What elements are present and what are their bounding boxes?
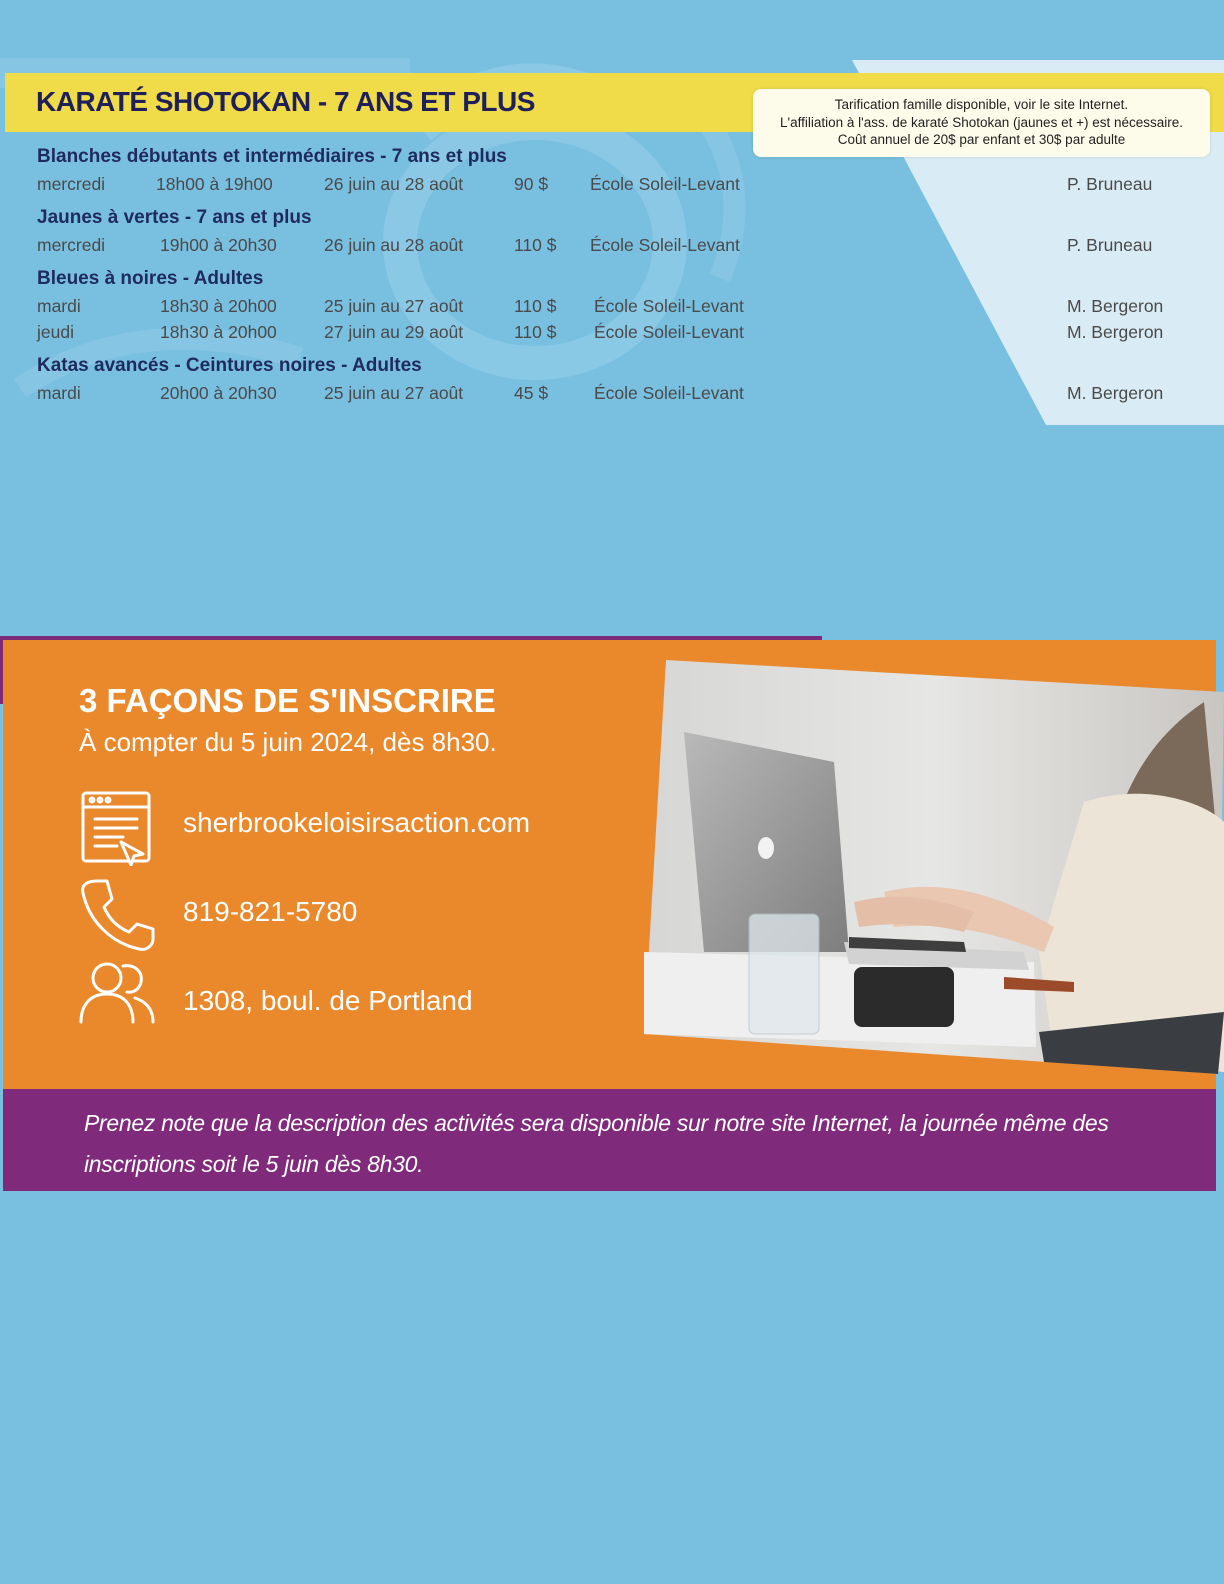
schedule-row: [0, 296, 1224, 322]
web-form-icon: [79, 790, 155, 866]
row-dates: 26 juin au 28 août: [324, 174, 464, 194]
notice-line-3: Coût annuel de 20$ par enfant et 30$ par adulte: [837, 132, 1126, 147]
schedule-row: [0, 383, 1224, 409]
phone-number: 819-821-5780: [183, 896, 358, 927]
schedule-row: [0, 235, 1224, 261]
row-day: jeudi: [37, 322, 74, 342]
row-time: 19h00 à 20h30: [160, 235, 277, 255]
row-price: 90 $: [514, 174, 549, 194]
group-heading: Blanches débutants et intermédiaires - 7 ans et plus: [37, 146, 507, 167]
row-dates: 25 juin au 27 août: [324, 296, 464, 316]
group-heading: Bleues à noires - Adultes: [37, 268, 264, 289]
footer-note: Prenez note que la description des activités sera disponible sur notre site Internet, la journée même des inscriptions soit le 5 juin dès 8h30.: [84, 1110, 1109, 1177]
row-place: École Soleil-Levant: [594, 296, 744, 316]
website-link[interactable]: sherbrookeloisirsaction.com: [183, 807, 531, 838]
row-place: École Soleil-Levant: [594, 383, 744, 403]
row-time: 18h00 à 19h00: [156, 174, 273, 194]
row-time: 18h30 à 20h00: [160, 322, 277, 342]
row-dates: 27 juin au 29 août: [324, 322, 464, 342]
row-price: 110 $: [514, 235, 557, 255]
people-icon: [79, 960, 155, 1036]
group-heading: Katas avancés - Ceintures noires - Adultes: [37, 355, 422, 376]
schedule-row: [0, 322, 1224, 348]
row-dates: 25 juin au 27 août: [324, 383, 464, 403]
row-price: 45 $: [514, 383, 549, 403]
row-price: 110 $: [514, 322, 557, 342]
row-day: mardi: [37, 296, 81, 316]
phone-icon: [79, 877, 155, 953]
notice-line-2: L'affiliation à l'ass. de karaté Shotokan (jaunes et +) est nécessaire.: [779, 114, 1184, 130]
row-time: 20h00 à 20h30: [160, 383, 277, 403]
row-time: 18h30 à 20h00: [160, 296, 277, 316]
address: 1308, boul. de Portland: [183, 985, 473, 1016]
row-instructor: M. Bergeron: [1067, 296, 1164, 316]
group-heading: Jaunes à vertes - 7 ans et plus: [37, 207, 312, 228]
laptop-photo: [644, 652, 1224, 1082]
row-day: mercredi: [37, 235, 106, 255]
row-instructor: P. Bruneau: [1067, 174, 1153, 194]
notice-line-1: Tarification famille disponible, voir le site Internet.: [834, 97, 1129, 112]
row-day: mercredi: [37, 174, 106, 194]
row-day: mardi: [37, 383, 81, 403]
registration-subtitle: À compter du 5 juin 2024, dès 8h30.: [79, 727, 497, 757]
registration-title: 3 FAÇONS DE S'INSCRIRE: [79, 682, 496, 719]
row-place: École Soleil-Levant: [594, 322, 744, 342]
row-instructor: M. Bergeron: [1067, 322, 1164, 342]
row-place: École Soleil-Levant: [590, 174, 740, 194]
info-notice: [753, 89, 1210, 157]
row-instructor: P. Bruneau: [1067, 235, 1153, 255]
row-instructor: M. Bergeron: [1067, 383, 1164, 403]
row-place: École Soleil-Levant: [590, 235, 740, 255]
section-title: KARATÉ SHOTOKAN - 7 ANS ET PLUS: [36, 86, 535, 117]
row-price: 110 $: [514, 296, 557, 316]
schedule-row: [0, 174, 1224, 200]
row-dates: 26 juin au 28 août: [324, 235, 464, 255]
